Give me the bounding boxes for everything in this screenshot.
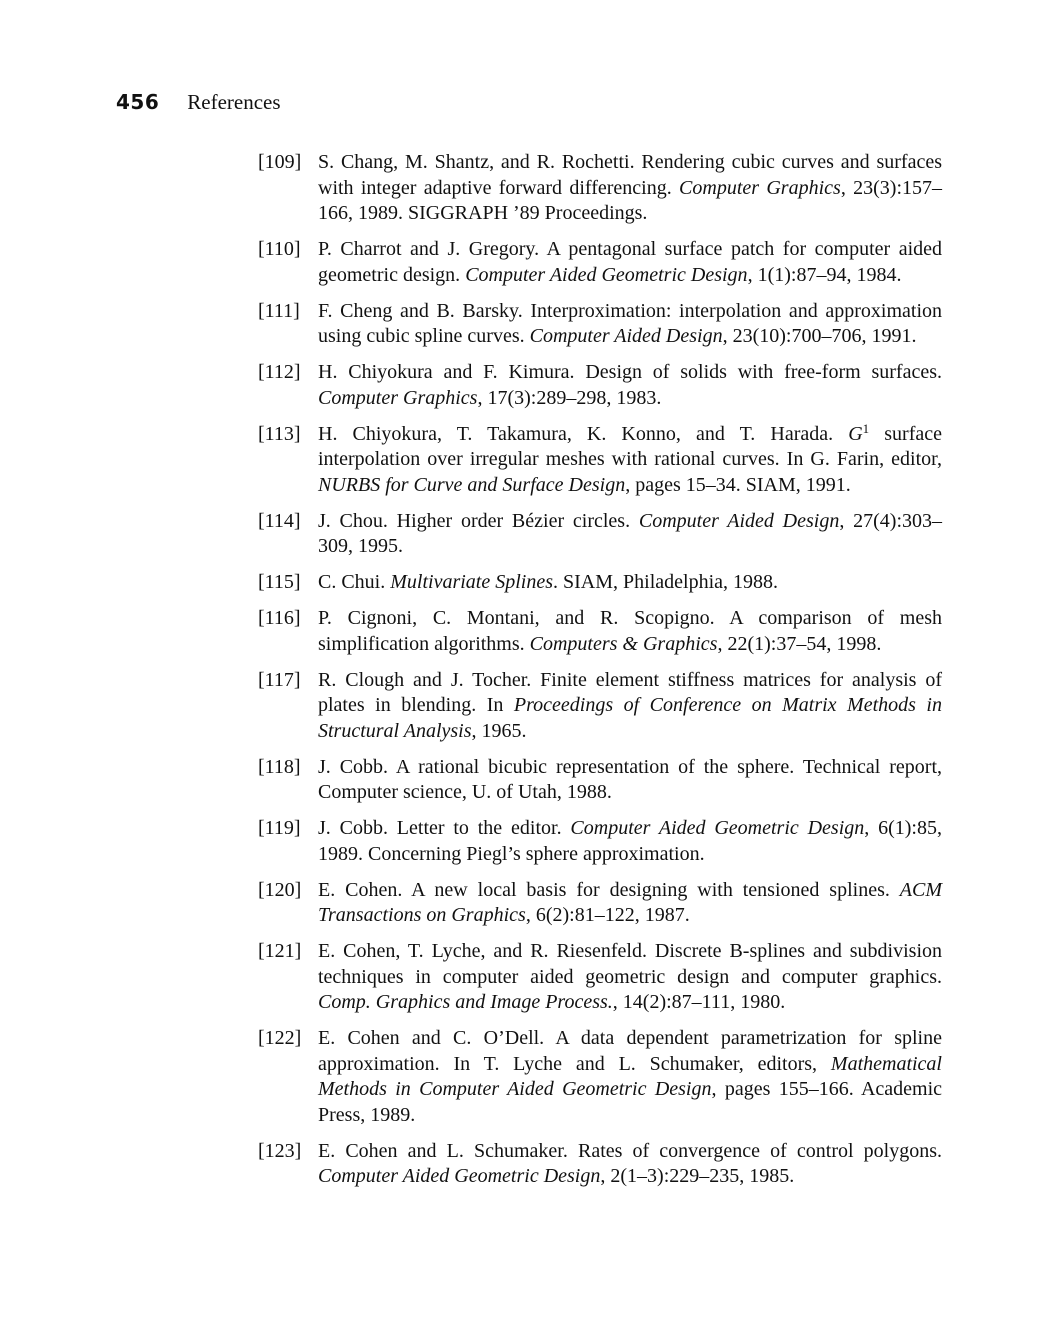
reference-item bbox=[258, 1139, 942, 1190]
reference-text bbox=[318, 939, 942, 1016]
reference-item bbox=[258, 509, 942, 560]
reference-segment: C. Chui. bbox=[318, 571, 391, 593]
reference-item bbox=[258, 755, 942, 806]
reference-text bbox=[318, 360, 942, 411]
reference-title: Computer Graphics bbox=[679, 176, 841, 199]
reference-text bbox=[318, 816, 942, 867]
reference-segment: E. Cohen, T. Lyche, and R. Riesenfeld. Discrete B-splines and subdivision techniques in computer aided geometric design and computer graphics. bbox=[318, 940, 942, 988]
reference-text bbox=[318, 606, 942, 657]
reference-segment: J. Cobb. A rational bicubic representation of the sphere. Technical report, Computer science, U. of Utah, 1988. bbox=[318, 755, 942, 803]
reference-text bbox=[318, 150, 942, 227]
reference-item bbox=[258, 237, 942, 288]
reference-segment: 1 bbox=[862, 420, 870, 436]
reference-segment: , pages 155–166. Academic Press, 1989. bbox=[318, 1078, 943, 1126]
reference-item bbox=[258, 939, 942, 1016]
reference-title: NURBS for Curve and Surface Design bbox=[318, 473, 626, 496]
reference-segment: E. Cohen. A new local basis for designing with tensioned splines. bbox=[318, 878, 900, 901]
reference-item bbox=[258, 816, 942, 867]
reference-item bbox=[258, 668, 942, 745]
reference-segment: P. Charrot and J. Gregory. A pentagonal surface patch for computer aided geometric design. bbox=[318, 238, 942, 286]
reference-number: [115] bbox=[258, 571, 301, 593]
reference-item bbox=[258, 570, 942, 596]
page-number: 456 bbox=[116, 90, 160, 114]
reference-text bbox=[318, 422, 942, 499]
reference-segment: , 23(10):700–706, 1991. bbox=[722, 325, 917, 347]
section-title: References bbox=[187, 90, 281, 114]
reference-segment: J. Cobb. Letter to the editor. bbox=[318, 817, 571, 839]
reference-title: Computer Aided Geometric Design bbox=[465, 263, 748, 286]
reference-item bbox=[258, 606, 942, 657]
reference-list bbox=[258, 150, 942, 1200]
reference-item bbox=[258, 422, 942, 499]
reference-title: Multivariate Splines bbox=[390, 571, 554, 593]
reference-number: [112] bbox=[258, 361, 301, 383]
reference-number: [122] bbox=[258, 1027, 302, 1049]
reference-segment: E. Cohen and C. O’Dell. A data dependent parametrization for spline approximation. In T. Lyche and L. Schumaker, editors, bbox=[318, 1027, 942, 1075]
reference-title: Computer Aided Geometric Design bbox=[570, 817, 865, 839]
reference-text bbox=[318, 1139, 942, 1190]
reference-title: Computer Aided Design bbox=[529, 325, 723, 347]
reference-title: Computer Aided Design bbox=[638, 509, 840, 532]
reference-text bbox=[318, 755, 942, 806]
reference-segment: J. Chou. Higher order Bézier circles. bbox=[318, 509, 639, 532]
reference-item bbox=[258, 1026, 942, 1128]
reference-segment: H. Chiyokura, T. Takamura, K. Konno, and T. Harada. bbox=[318, 422, 849, 445]
reference-title: G bbox=[848, 422, 863, 445]
reference-segment: , 1965. bbox=[471, 719, 527, 742]
reference-item bbox=[258, 299, 942, 350]
reference-segment: , 2(1–3):229–235, 1985. bbox=[600, 1165, 795, 1187]
reference-text bbox=[318, 570, 942, 596]
reference-text bbox=[318, 878, 942, 929]
reference-segment: S. Chang, M. Shantz, and R. Rochetti. Rendering cubic curves and surfaces with integer adaptive forward differencing. bbox=[318, 151, 942, 199]
reference-title: Comp. Graphics and Image Process. bbox=[318, 991, 613, 1013]
reference-segment: E. Cohen and L. Schumaker. Rates of convergence of control polygons. bbox=[318, 1139, 942, 1162]
reference-number: [113] bbox=[258, 422, 301, 445]
reference-segment: P. Cignoni, C. Montani, and R. Scopigno. A comparison of mesh simplification algorithms. bbox=[318, 607, 942, 655]
reference-segment: , pages 15–34. SIAM, 1991. bbox=[625, 473, 851, 496]
reference-number: [119] bbox=[258, 817, 301, 839]
reference-segment: , 14(2):87–111, 1980. bbox=[612, 991, 786, 1013]
reference-segment: , 17(3):289–298, 1983. bbox=[477, 386, 662, 409]
reference-number: [116] bbox=[258, 607, 301, 629]
reference-segment: F. Cheng and B. Barsky. Interproximation: interpolation and approximation using cubic spline curves. bbox=[318, 299, 942, 347]
reference-number: [123] bbox=[258, 1139, 302, 1162]
reference-item bbox=[258, 150, 942, 227]
reference-segment: H. Chiyokura and F. Kimura. Design of solids with free-form surfaces. bbox=[318, 361, 942, 383]
reference-number: [110] bbox=[258, 238, 301, 260]
reference-text bbox=[318, 237, 942, 288]
reference-segment: , 6(2):81–122, 1987. bbox=[525, 904, 690, 926]
reference-segment: , 1(1):87–94, 1984. bbox=[747, 263, 902, 286]
reference-segment: . SIAM, Philadelphia, 1988. bbox=[553, 571, 779, 593]
reference-segment: , 23(3):157–166, 1989. SIGGRAPH ’89 Proceedings. bbox=[318, 176, 942, 224]
reference-number: [120] bbox=[258, 878, 302, 901]
reference-title: Mathematical Methods in Computer Aided Geometric Design bbox=[318, 1052, 942, 1100]
reference-item bbox=[258, 878, 942, 929]
reference-title: Computers & Graphics bbox=[529, 632, 718, 655]
reference-text bbox=[318, 1026, 942, 1128]
reference-number: [118] bbox=[258, 755, 301, 778]
reference-number: [111] bbox=[258, 299, 300, 322]
reference-item bbox=[258, 360, 942, 411]
reference-number: [109] bbox=[258, 151, 302, 173]
reference-segment: , 22(1):37–54, 1998. bbox=[717, 632, 882, 655]
reference-text bbox=[318, 668, 942, 745]
running-head bbox=[116, 90, 616, 120]
reference-title: Computer Graphics bbox=[318, 386, 478, 409]
reference-segment: , 27(4):303–309, 1995. bbox=[318, 509, 943, 557]
reference-text bbox=[318, 299, 942, 350]
reference-title: ACM Transactions on Graphics bbox=[318, 878, 942, 926]
reference-number: [117] bbox=[258, 668, 301, 691]
reference-text bbox=[318, 509, 942, 560]
reference-number: [114] bbox=[258, 509, 301, 532]
reference-segment: , 6(1):85, 1989. Concerning Piegl’s sphere approximation. bbox=[318, 817, 942, 865]
reference-segment: surface interpolation over irregular meshes with rational curves. In G. Farin, editor, bbox=[318, 422, 942, 470]
reference-segment: R. Clough and J. Tocher. Finite element stiffness matrices for analysis of plates in blending. In bbox=[318, 668, 942, 716]
reference-title: Computer Aided Geometric Design bbox=[318, 1165, 601, 1187]
reference-number: [121] bbox=[258, 940, 302, 962]
reference-title: Proceedings of Conference on Matrix Methods in Structural Analysis bbox=[318, 694, 942, 742]
